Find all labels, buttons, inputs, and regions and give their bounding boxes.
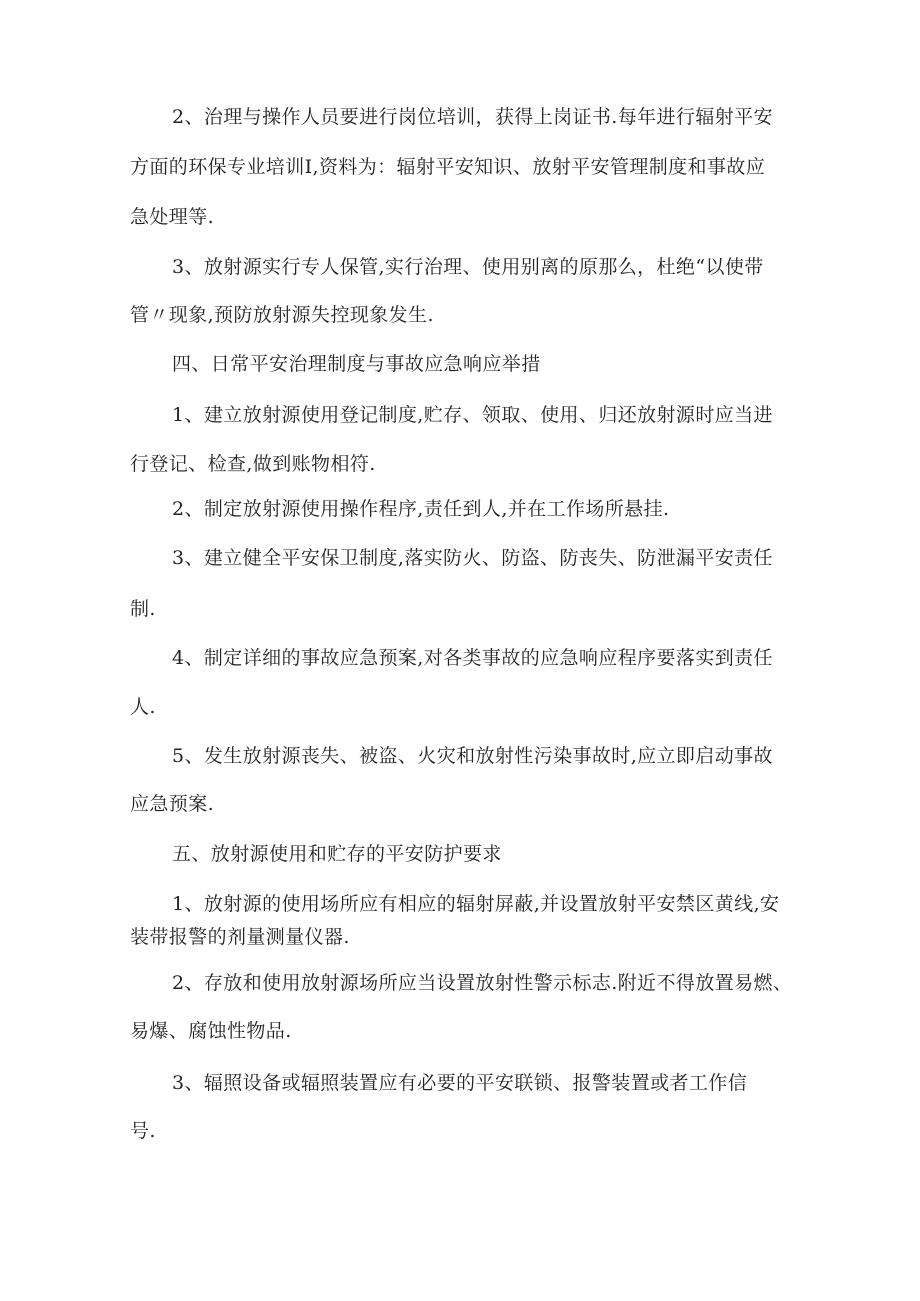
text-line: 急处理等.: [130, 206, 215, 228]
text-line: 3、辐照设备或辐照装置应有必要的平安联锁、报警装置或者工作信: [172, 1072, 748, 1094]
text-line: 4、制定详细的事故应急预案,对各类事故的应急响应程序要落实到责任: [172, 647, 773, 669]
text-line: 应急预案.: [130, 793, 215, 815]
text-line: 2、制定放射源使用操作程序,责任到人,并在工作场所悬挂.: [172, 498, 670, 520]
text-line: 装带报警的剂量测量仪器.: [130, 926, 350, 948]
text-line: 2、存放和使用放射源场所应当设置放射性警示标志.附近不得放置易燃、: [172, 972, 793, 994]
section-heading: 五、放射源使用和贮存的平安防护要求: [172, 843, 502, 865]
text-line: 号.: [130, 1120, 156, 1142]
text-line: 制.: [130, 598, 156, 620]
text-line: 1、建立放射源使用登记制度,贮存、领取、使用、归还放射源时应当进: [172, 404, 773, 426]
text-line: 3、放射源实行专人保管,实行治理、使用别离的原那么，杜绝“以使带: [172, 256, 764, 278]
section-heading: 四、日常平安治理制度与事故应急响应举措: [172, 353, 541, 375]
text-line: 2、治理与操作人员要进行岗位培训，获得上岗证书.每年进行辐射平安: [172, 106, 773, 128]
text-line: 方面的环保专业培训Ⅰ,资料为：辐射平安知识、放射平安管理制度和事故应: [130, 156, 766, 178]
text-line: 人.: [130, 696, 156, 718]
text-line: 5、发生放射源丧失、被盗、火灾和放射性污染事故时,应立即启动事故: [172, 745, 773, 767]
text-line: 行登记、检查,做到账物相符.: [130, 453, 376, 475]
text-line: 管〃现象,预防放射源失控现象发生.: [130, 304, 434, 326]
text-line: 1、放射源的使用场所应有相应的辐射屏蔽,并设置放射平安禁区黄线,安: [172, 893, 780, 915]
text-line: 易爆、腐蚀性物品.: [130, 1020, 292, 1042]
text-line: 3、建立健全平安保卫制度,落实防火、防盗、防丧失、防泄漏平安责任: [172, 547, 773, 569]
